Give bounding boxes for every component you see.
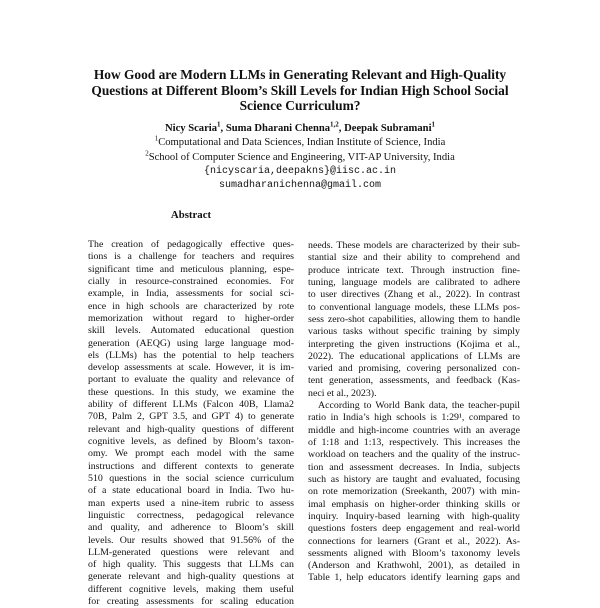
- text-line: cially in resource-constrained economies. For: [88, 275, 294, 287]
- text-line: memorization without regard to higher-order: [88, 312, 294, 324]
- text-line: relevant and high-quality questions of different: [88, 423, 294, 435]
- text-line: develop assessments at scale. However, it is im-: [88, 362, 294, 374]
- text-line: 2022). The educational applications of LLMs are: [308, 350, 520, 362]
- text-line: levels. Our results showed that 91.56% of the: [88, 534, 294, 546]
- text-line: The creation of pedagogically effective ques-: [88, 239, 294, 250]
- text-line: According to World Bank data, the teacher-pupil: [318, 400, 520, 412]
- text-line: sess zero-shot capabilities, allowing them to handle: [308, 313, 520, 325]
- text-line: different cognitive levels, making them useful: [88, 583, 294, 595]
- text-line: such as history are taught and evaluated, focusing: [308, 473, 520, 485]
- text-line: workload on teachers and the quality of the instruc-: [308, 449, 520, 461]
- text-line: ence in high schools are characterized by rote: [88, 300, 294, 312]
- text-line: tent generation, assessments, and feedback (Kas-: [308, 375, 520, 387]
- text-line: generation (AEQG) using large language mod-: [88, 337, 294, 349]
- text-line: tions is a challenge for teachers and requires: [88, 251, 294, 263]
- title-line: Science Curriculum?: [239, 98, 361, 114]
- text-line: linguistic correctness, pedagogical relevance: [88, 509, 294, 521]
- text-line: inquiry. Inquiry-based learning with high-quality: [308, 510, 520, 522]
- text-line: tion and assessment decreases. In India, subjects: [308, 461, 520, 473]
- author-names: Nicy Scaria$^1$, Suma Dharani Chenna$^{1,2}$, Deepak Subramani$^1$: [164, 120, 436, 134]
- title-line: Questions at Different Bloom’s Skill Levels for Indian High School Social: [91, 82, 509, 98]
- text-line: LLM-generated questions were relevant and: [88, 546, 294, 558]
- text-line: stantial size and their ability to comprehend and: [308, 252, 520, 264]
- email: sumadharanichenna@gmail.com: [218, 180, 382, 192]
- abstract-heading: Abstract: [170, 209, 212, 221]
- text-line: Table 1, help educators identify learning gaps and: [308, 572, 520, 584]
- affiliation-text: School of Computer Science and Engineering, VIT-AP University, India: [148, 151, 455, 163]
- text-line: els (LLMs) has the potential to help teachers: [88, 349, 294, 361]
- text-line: significant time and meticulous planning, espe-: [88, 263, 294, 275]
- text-line: to conventional language models, these LLMs pos-: [308, 301, 520, 313]
- text-line: various tasks without specific training by simply: [308, 326, 520, 338]
- affiliation-mark: 1: [431, 120, 436, 129]
- text-line: produce intricate text. Through instruction fine-: [308, 264, 520, 276]
- text-line: of high quality. This suggests that LLMs can: [88, 559, 294, 571]
- text-line: (Anderson and Krathwohl, 2001), as detailed in: [308, 560, 520, 572]
- text-line: omy. We prompt each model with the same: [88, 448, 294, 460]
- text-line: connections for learners (Grant et al., 2022). As-: [308, 535, 520, 547]
- text-line: man experts used a nine-item rubric to assess: [88, 497, 294, 509]
- text-line: neci et al., 2023).: [308, 387, 377, 399]
- author: Deepak Subramani: [344, 123, 432, 134]
- text-line: 510 questions in the social science curriculum: [88, 472, 294, 484]
- affiliation: [40, 136, 560, 150]
- text-line: these questions. In this study, we examine the: [88, 386, 294, 398]
- text-line: ability of different LLMs (Falcon 40B, Llama2: [88, 399, 294, 411]
- abstract-body: [88, 239, 294, 608]
- author: Suma Dharani Chenna: [225, 123, 331, 134]
- email: {nicyscaria,deepakns}@iisc.ac.in: [203, 165, 397, 177]
- text-line: interpreting the given instructions (Kojima et al.,: [308, 338, 520, 350]
- text-line: questions fosters deep engagement and real-world: [308, 523, 520, 535]
- text-line: on rote memorization (Sreekanth, 2007) with min-: [308, 486, 520, 498]
- affiliation-mark: 1: [217, 120, 221, 129]
- title-line: How Good are Modern LLMs in Generating Relevant and High-Quality: [93, 67, 507, 82]
- text-line: skill levels. Automated educational question: [88, 325, 294, 337]
- text-line: to user directives (Zhang et al., 2022). In contrast: [308, 289, 520, 301]
- text-line: of 1:18 and 1:13, respectively. This increases the: [308, 437, 520, 448]
- introduction-body: [308, 240, 520, 585]
- text-line: example, in India, assessments for social sci-: [88, 288, 294, 300]
- text-line: instructions and different contexts to generate: [88, 460, 294, 472]
- text-line: ratio in India’s high schools is 1:29¹, compared to: [308, 412, 520, 424]
- author: Nicy Scaria: [164, 123, 218, 134]
- text-line: middle and high-income countries with an average: [308, 424, 520, 436]
- affiliation-number: 1: [154, 134, 159, 143]
- text-line: imal emphasis on higher-order thinking skills or: [308, 498, 520, 510]
- affiliation-mark: 1,2: [330, 120, 339, 129]
- text-line: portant to evaluate the quality and relevance of: [88, 374, 294, 386]
- text-line: 70B, Palm 2, GPT 3.5, and GPT 4) to generate: [88, 411, 294, 423]
- text-line: and quality, and adherence to Bloom’s skill: [88, 522, 294, 534]
- text-line: for creating assessments for scaling education: [88, 596, 294, 608]
- text-line: needs. These models are characterized by their sub-: [308, 240, 520, 251]
- text-line: varied and promising, covering personalized con-: [308, 363, 520, 375]
- affiliation: [40, 151, 560, 165]
- text-line: cognitive levels, as defined by Bloom’s taxon-: [88, 436, 294, 447]
- text-line: tuning, language models are calibrated to adhere: [308, 276, 520, 288]
- affiliation-number: 2: [145, 149, 149, 158]
- paper-title: [40, 67, 560, 114]
- text-line: generate relevant and high-quality questions at: [88, 571, 294, 583]
- author-block: [40, 122, 560, 193]
- affiliation-text: Computational and Data Sciences, Indian Institute of Science, India: [158, 137, 446, 149]
- text-line: of a state educational board in India. Two hu-: [88, 485, 294, 497]
- text-line: sessments aligned with Bloom’s taxonomy levels: [308, 547, 520, 559]
